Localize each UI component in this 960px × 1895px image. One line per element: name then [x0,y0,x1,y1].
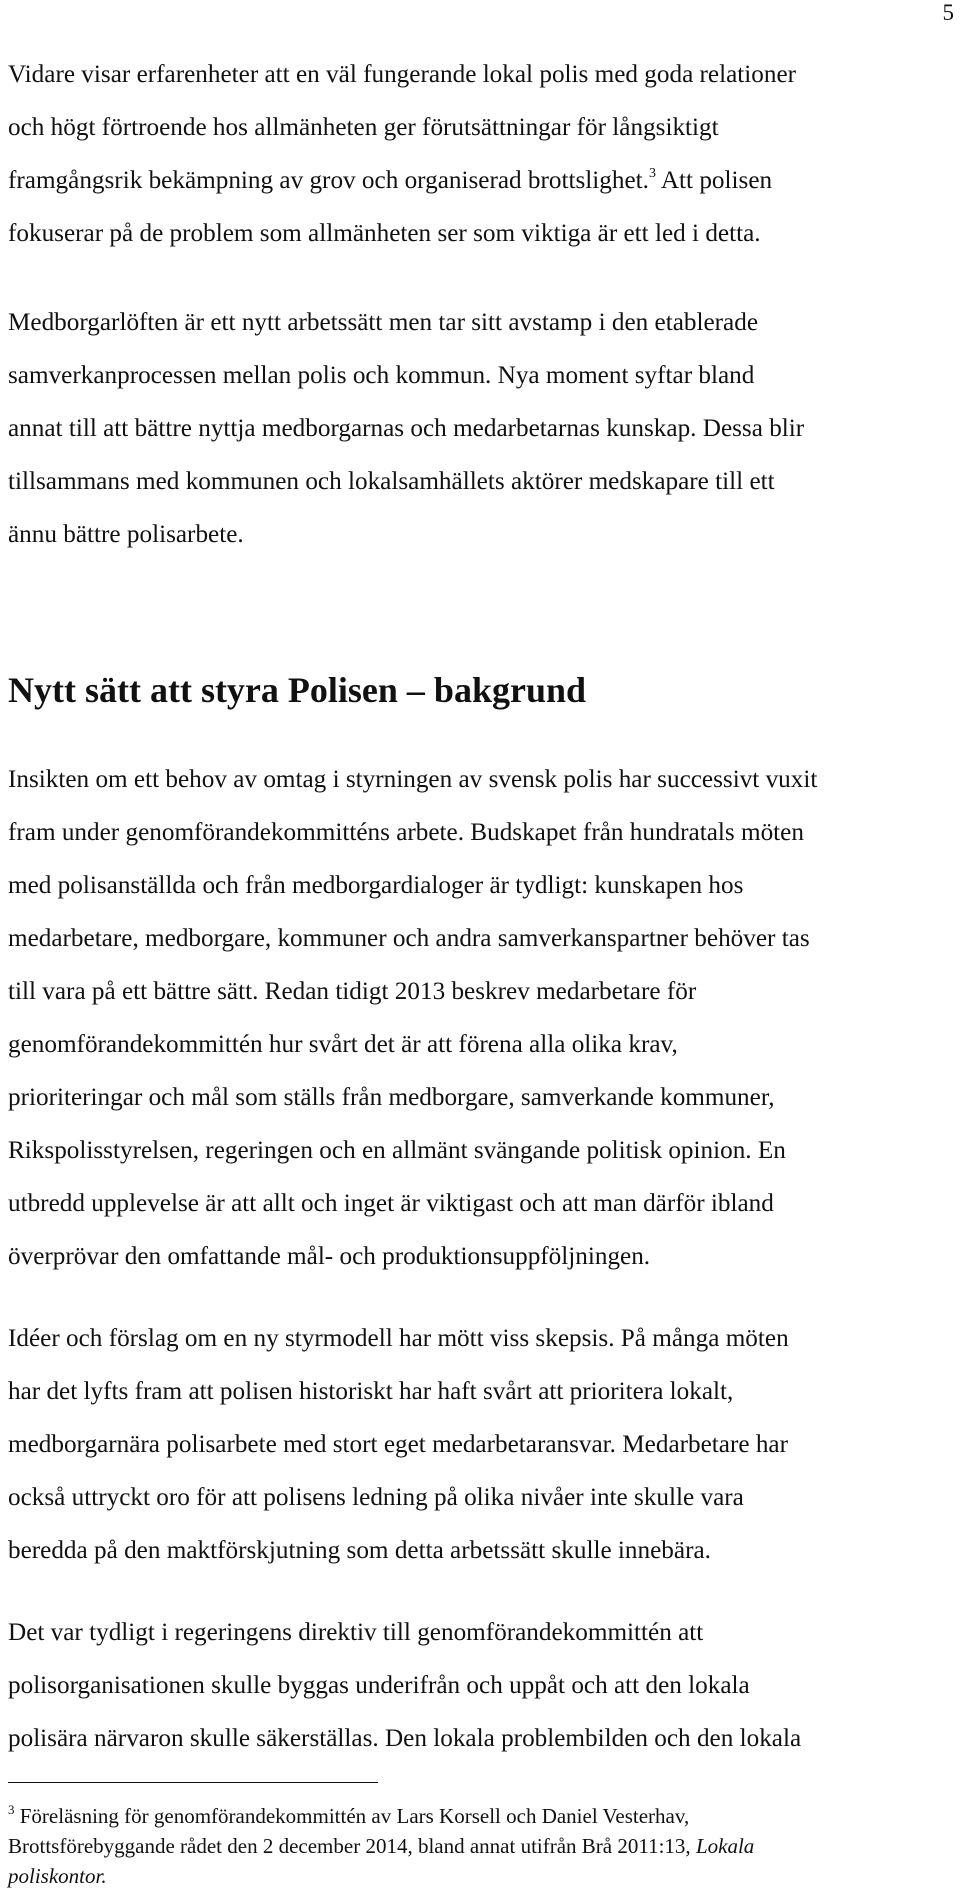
text-line: med polisanställda och från medborgardialoger är tydligt: kunskapen hos [8,872,744,899]
text-line: polisorganisationen skulle byggas underifrån och uppåt och att den lokala [8,1672,750,1699]
text-line: annat till att bättre nyttja medborgarnas och medarbetarnas kunskap. Dessa blir [8,415,805,442]
text-line: överprövar den omfattande mål- och produktionsuppföljningen. [8,1243,651,1270]
section-heading: Nytt sätt att styra Polisen – bakgrund [8,670,587,710]
text-line: samverkanprocessen mellan polis och kommun. Nya moment syftar bland [8,362,755,389]
text-segment: framgångsrik bekämpning av grov och organiserad brottslighet. [8,167,649,194]
text-line: prioriteringar och mål som ställs från medborgare, samverkande kommuner, [8,1084,775,1111]
text-line: också uttryckt oro för att polisens ledning på olika nivåer inte skulle vara [8,1484,744,1511]
page-number: 5 [942,0,954,25]
paragraph [8,296,948,561]
footnote-separator [8,1782,378,1783]
text-line: ännu bättre polisarbete. [8,521,244,548]
text-line: Insikten om ett behov av omtag i styrningen av svensk polis har successivt vuxit [8,766,818,793]
footnote-line [8,1801,948,1831]
text-line: beredda på den maktförskjutning som detta arbetssätt skulle innebära. [8,1537,711,1564]
text-line: polisära närvaron skulle säkerställas. Den lokala problembilden och den lokala [8,1725,802,1752]
text-segment: Att polisen [655,167,773,194]
text-line: fram under genomförandekommitténs arbete. Budskapet från hundratals möten [8,819,804,846]
text-line: medborgarnära polisarbete med stort eget medarbetaransvar. Medarbetare har [8,1431,788,1458]
footnote-number: 3 [8,1802,15,1817]
text-segment: Brottsförebyggande rådet den 2 december 2014, bland annat utifrån Brå 2011:13, [8,1834,696,1858]
text-line: Det var tydligt i regeringens direktiv till genomförandekommittén att [8,1619,704,1646]
paragraph [8,753,948,1283]
text-line [8,154,948,207]
text-line: Idéer och förslag om en ny styrmodell har mött viss skepsis. På många möten [8,1325,789,1352]
text-line: till vara på ett bättre sätt. Redan tidigt 2013 beskrev medarbetare för [8,978,697,1005]
text-line: Rikspolisstyrelsen, regeringen och en allmänt svängande politisk opinion. En [8,1137,786,1164]
text-line: Medborgarlöften är ett nytt arbetssätt men tar sitt avstamp i den etablerade [8,309,759,336]
footnote-line [8,1861,948,1891]
footnote-line [8,1831,948,1861]
text-line: medarbetare, medborgare, kommuner och andra samverkanspartner behöver tas [8,925,810,952]
text-line: och högt förtroende hos allmänheten ger förutsättningar för långsiktigt [8,114,719,141]
footnote-italic-title: poliskontor. [8,1864,107,1888]
text-line: har det lyfts fram att polisen historiskt har haft svårt att prioritera lokalt, [8,1378,734,1405]
text-line: fokuserar på de problem som allmänheten ser som viktiga är ett led i detta. [8,220,761,247]
paragraph [8,1312,948,1577]
text-line: tillsammans med kommunen och lokalsamhällets aktörer medskapare till ett [8,468,775,495]
footnote [8,1801,948,1891]
text-line: Vidare visar erfarenheter att en väl fungerande lokal polis med goda relationer [8,61,797,88]
paragraph [8,1606,948,1765]
footnote-italic-title: Lokala [695,1834,755,1858]
text-segment: Föreläsning för genomförandekommittén av Lars Korsell och Daniel Vesterhav, [14,1804,690,1828]
text-line: genomförandekommittén hur svårt det är att förena alla olika krav, [8,1031,678,1058]
footnote-reference[interactable]: 3 [648,166,656,181]
paragraph [8,48,948,260]
text-line: utbredd upplevelse är att allt och inget är viktigast och att man därför ibland [8,1190,774,1217]
